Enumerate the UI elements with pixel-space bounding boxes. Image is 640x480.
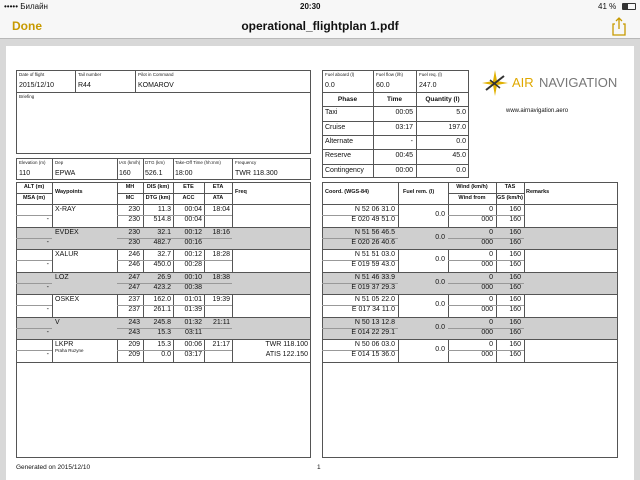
page-number: 1: [317, 464, 321, 471]
carrier-label: ••••• Билайн: [4, 2, 48, 11]
cell-w: 0: [489, 251, 493, 258]
cell-dtg: 514.8: [153, 216, 171, 223]
cell-w: 0: [489, 273, 493, 281]
cell-gs: 160: [509, 261, 521, 268]
cell-w: 0: [489, 206, 493, 213]
logo-text-navigation: NAVIGATION: [539, 75, 618, 90]
cell-acc: 03:17: [184, 351, 202, 358]
cell-wp: LKPR: [55, 341, 74, 348]
cell-tas: 160: [509, 206, 521, 213]
cell-mh: 230: [128, 206, 140, 213]
cell-acc: 00:04: [184, 216, 202, 223]
logo-text-air: AIR: [512, 75, 534, 90]
fuel-qty: 197.0: [448, 123, 466, 131]
cell-acc: 00:38: [184, 283, 202, 291]
fuel-time: 00:00: [395, 166, 413, 174]
fuel-phase: Reserve: [325, 152, 352, 160]
cell-wf: 000: [481, 261, 493, 268]
cell-mh: 247: [128, 273, 140, 281]
col-header-coord: Coord. (WGS-84): [325, 189, 369, 195]
dtg-value: 526.1: [145, 170, 163, 177]
cell-gs: 160: [509, 328, 521, 336]
pic-label: Pilot in Command: [138, 72, 174, 77]
cell-ete: 01:01: [184, 296, 202, 303]
cell-w: 0: [489, 318, 493, 326]
cell-wp: XALUR: [55, 251, 79, 258]
dtg-label: DTG (km): [145, 160, 165, 165]
cell-wp: LOZ: [55, 273, 69, 281]
cell-mh: 246: [128, 251, 140, 258]
cell-w: 0: [489, 228, 493, 236]
fuel-time: -: [410, 137, 413, 145]
cell-ete: 00:12: [184, 228, 202, 236]
fuel-req-value: 247.0: [419, 82, 437, 89]
cell-dtg: 482.7: [153, 238, 171, 246]
elevation-value: 110: [19, 170, 31, 177]
col-header-mh: MH: [125, 184, 135, 190]
cell-mh: 237: [128, 296, 140, 303]
cell-lat: N 51 46 33.9: [354, 273, 395, 281]
cell-mh: 243: [128, 318, 140, 326]
cell-dtg: 0.0: [161, 351, 171, 358]
cell-tas: 160: [509, 318, 521, 326]
clock: 20:30: [300, 2, 321, 11]
fuel-phase: Contingency: [325, 166, 364, 174]
logo-url[interactable]: www.airnavigation.aero: [506, 108, 569, 114]
fuel-flow-value: 60.0: [376, 82, 390, 89]
cell-wp: V: [55, 318, 60, 326]
takeoff-label: Take-Off Time (hh:mm): [175, 160, 221, 165]
col-header-acc: ACC: [182, 195, 195, 201]
col-header-ete: ETE: [183, 184, 194, 190]
fuel-phase: Alternate: [325, 137, 354, 145]
cell-gs: 160: [509, 283, 521, 291]
cell-msa: -: [46, 238, 49, 246]
date-label: Date of flight: [19, 72, 45, 77]
pic-value: KOMAROV: [138, 82, 174, 89]
ias-label: IAS (km/h): [119, 160, 141, 165]
cell-lon: E 017 34 11.0: [351, 306, 395, 313]
fuel-col-header: Phase: [337, 96, 358, 103]
cell-dis: 245.8: [153, 318, 171, 326]
cell-dis: 26.9: [157, 273, 171, 281]
cell-dtg: 15.3: [157, 328, 171, 336]
col-header-fuel: Fuel rem. (l): [403, 189, 435, 195]
cell-wp: X-RAY: [55, 206, 76, 213]
cell-msa: -: [46, 351, 49, 358]
pdf-page: [6, 46, 634, 480]
col-header-gs: GS (km/h): [497, 195, 523, 201]
cell-eta: 18:28: [212, 251, 230, 258]
cell-tas: 160: [509, 228, 521, 236]
cell-msa: -: [46, 283, 49, 291]
battery-icon: [622, 3, 636, 10]
cell-tas: 160: [509, 251, 521, 258]
cell-fuel: 0.0: [435, 256, 445, 263]
cell-eta: 18:38: [212, 273, 230, 281]
fuel-col-header: Time: [386, 96, 403, 103]
tail-value: R44: [78, 82, 91, 89]
cell-mc: 247: [128, 283, 140, 291]
cell-mc: 230: [128, 238, 140, 246]
cell-tas: 160: [509, 296, 521, 303]
ias-value: 160: [119, 170, 131, 177]
fuel-req-label: Fuel req. (l): [419, 72, 443, 77]
cell-sub: Praha Ruzyne: [55, 348, 84, 353]
cell-tas: 160: [509, 273, 521, 281]
cell-gs: 160: [509, 238, 521, 246]
cell-wf: 000: [481, 283, 493, 291]
cell-msa: -: [46, 261, 49, 268]
date-value: 2015/12/10: [19, 82, 55, 89]
col-header-ata: ATA: [212, 195, 224, 201]
fuel-qty: 0.0: [456, 166, 466, 174]
cell-acc: 03:11: [185, 328, 202, 336]
fuel-flow-label: Fuel flow (l/h): [376, 72, 404, 77]
nav-bar: [0, 14, 640, 39]
col-header-dis: DIS (km): [146, 184, 170, 190]
frequency-label: Frequency: [235, 160, 257, 165]
cell-eta: 21:11: [213, 318, 230, 326]
cell-ete: 00:06: [184, 341, 202, 348]
cell-msa: -: [46, 328, 49, 336]
status-bar: [0, 0, 640, 14]
fuel-phase: Cruise: [325, 123, 346, 131]
cell-eta: 21:17: [212, 341, 230, 348]
fuel-time: 03:17: [395, 123, 413, 131]
cell-ete: 01:32: [184, 318, 202, 326]
cell-ete: 00:04: [184, 206, 202, 213]
cell-gs: 160: [509, 216, 521, 223]
cell-dis: 32.1: [157, 228, 171, 236]
generated-label: Generated on 2015/12/10: [16, 464, 91, 471]
cell-gs: 160: [509, 351, 521, 358]
cell-lat: N 50 06 03.0: [354, 341, 395, 348]
cell-lat: N 51 05 22.0: [354, 296, 395, 303]
fuel-qty: 0.0: [456, 137, 466, 145]
fuel-aboard-value: 0.0: [325, 82, 335, 89]
cell-mc: 209: [128, 351, 140, 358]
cell-acc: 00:16: [184, 238, 202, 246]
cell-fuel: 0.0: [435, 233, 445, 241]
col-header-alt: ALT (m): [23, 184, 45, 190]
cell-dis: 162.0: [153, 296, 171, 303]
battery-label: 41 %: [598, 2, 617, 11]
elevation-label: Elevation (m): [19, 160, 46, 165]
cell-fuel: 0.0: [435, 211, 445, 218]
dep-label: Dep: [55, 160, 64, 165]
cell-wf: 000: [481, 216, 493, 223]
cell-wf: 000: [481, 351, 493, 358]
cell-lat: N 51 51 03.0: [354, 251, 395, 258]
fuel-time: 00:45: [395, 152, 413, 160]
fuel-aboard-label: Fuel aboard (l): [325, 72, 355, 77]
fuel-qty: 5.0: [456, 109, 466, 117]
cell-f2: ATIS 122.150: [265, 351, 308, 358]
tail-label: Tail number: [78, 72, 102, 77]
cell-f1: TWR 118.100: [265, 341, 308, 348]
briefing-label: Briefing: [19, 94, 35, 99]
document-title: operational_flightplan 1.pdf: [241, 19, 399, 33]
cell-lat: N 52 06 31.0: [354, 206, 395, 213]
cell-fuel: 0.0: [435, 346, 445, 353]
cell-lon: E 019 59 43.0: [351, 261, 395, 268]
col-header-remarks: Remarks: [526, 189, 550, 195]
fuel-qty: 45.0: [452, 152, 466, 160]
cell-eta: 18:04: [212, 206, 230, 213]
col-header-dtg: DTG (km): [145, 195, 171, 201]
cell-dis: 11.3: [157, 206, 171, 213]
cell-wp: EVDEX: [55, 228, 79, 236]
col-header-mc: MC: [125, 195, 135, 201]
done-button[interactable]: Done: [12, 19, 42, 33]
cell-w: 0: [489, 296, 493, 303]
col-header-wp: Waypoints: [55, 189, 83, 195]
cell-msa: -: [46, 216, 49, 223]
cell-mc: 246: [128, 261, 140, 268]
cell-dis: 15.3: [157, 341, 171, 348]
cell-eta: 18:16: [212, 228, 230, 236]
col-header-freq: Freq: [235, 189, 247, 195]
fuel-phase: Taxi: [325, 109, 338, 117]
col-header-msa: MSA (m): [22, 195, 46, 201]
cell-acc: 00:28: [184, 261, 202, 268]
cell-ete: 00:10: [184, 273, 202, 281]
fuel-time: 00:05: [395, 109, 413, 117]
cell-mc: 230: [128, 216, 140, 223]
cell-wp: OSKEX: [55, 296, 80, 303]
cell-dtg: 261.1: [153, 306, 171, 313]
cell-lon: E 020 49 51.0: [351, 216, 395, 223]
dep-value: EPWA: [55, 170, 76, 177]
cell-wf: 000: [481, 238, 493, 246]
cell-msa: -: [46, 306, 49, 313]
cell-fuel: 0.0: [435, 323, 445, 331]
cell-mc: 243: [128, 328, 140, 336]
cell-gs: 160: [509, 306, 521, 313]
cell-lon: E 014 22 29.1: [351, 328, 395, 336]
cell-lon: E 014 15 36.0: [351, 351, 395, 358]
cell-lon: E 020 26 40.6: [351, 238, 395, 246]
fuel-col-header: Quantity (l): [425, 96, 460, 103]
col-header-tas: TAS: [504, 184, 516, 190]
takeoff-value: 18:00: [175, 170, 193, 177]
col-header-windfrom: Wind from: [458, 195, 486, 201]
cell-w: 0: [489, 341, 493, 348]
cell-dtg: 450.0: [153, 261, 171, 268]
cell-wf: 000: [481, 306, 493, 313]
cell-fuel: 0.0: [435, 301, 445, 308]
cell-mh: 209: [128, 341, 140, 348]
cell-dtg: 423.2: [153, 283, 171, 291]
cell-eta: 19:39: [212, 296, 230, 303]
airnavigation-logo-icon: [480, 68, 510, 98]
cell-lat: N 50 13 12.8: [354, 318, 395, 326]
col-header-wind: Wind (km/h): [456, 184, 488, 190]
cell-acc: 01:39: [184, 306, 202, 313]
cell-dis: 32.7: [157, 251, 171, 258]
cell-lon: E 019 37 29.3: [351, 283, 395, 291]
frequency-value: TWR 118.300: [235, 170, 278, 177]
cell-lat: N 51 56 46.5: [354, 228, 395, 236]
cell-ete: 00:12: [184, 251, 202, 258]
cell-mh: 230: [128, 228, 140, 236]
cell-wf: 000: [481, 328, 493, 336]
share-icon[interactable]: [612, 16, 626, 36]
cell-mc: 237: [128, 306, 140, 313]
col-header-eta: ETA: [212, 184, 224, 190]
cell-tas: 160: [509, 341, 521, 348]
cell-fuel: 0.0: [435, 278, 445, 286]
